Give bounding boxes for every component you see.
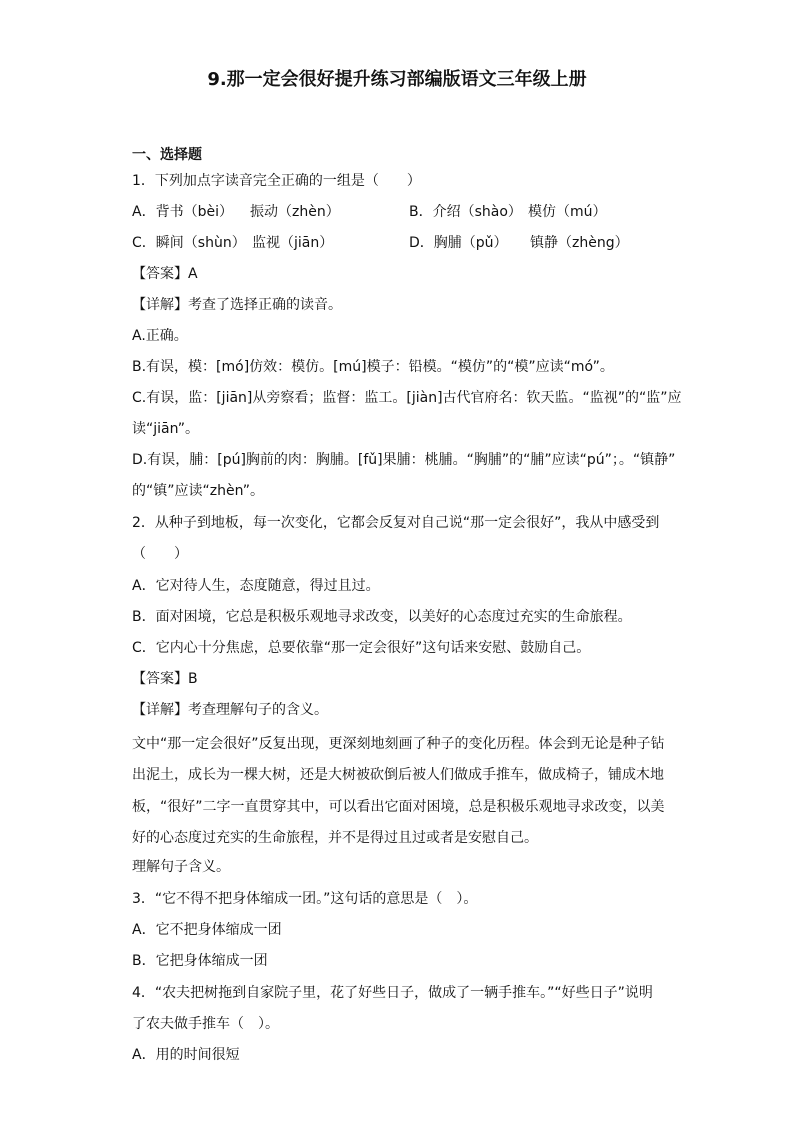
q1-explanation-b: B.有误，模：[mó]仿效：模仿。[mú]模子：铅模。“模仿”的“模”应读“mó”。 xyxy=(132,359,614,375)
q2-answer: 【答案】B xyxy=(132,671,198,687)
q3-option-a: A．它不把身体缩成一团 xyxy=(132,922,282,938)
q1-explanation-a: A.正确。 xyxy=(132,328,188,344)
q4-option-a: A．用的时间很短 xyxy=(132,1047,240,1063)
q2-summary: 理解句子含义。 xyxy=(132,859,230,875)
q1-answer: 【答案】A xyxy=(132,266,198,282)
section-heading: 一、选择题 xyxy=(132,147,202,163)
q1-option-b: B．介绍（shào） xyxy=(409,204,522,220)
q3-stem: 3．“它不得不把身体缩成一团。”这句话的意思是（ ）。 xyxy=(132,891,478,907)
q1-option-c: C．瞬间（shùn） xyxy=(132,235,246,251)
q2-option-c: C．它内心十分焦虑，总要依靠“那一定会很好”这句话来安慰、鼓励自己。 xyxy=(132,640,591,656)
q1-option-a-word2: 振动（zhèn） xyxy=(250,204,340,220)
q1-explanation-d-cont: 的“镇”应读“zhèn”。 xyxy=(132,483,264,499)
q1-stem: 1．下列加点字读音完全正确的一组是（ ） xyxy=(132,173,421,189)
q4-stem: 4．“农夫把树拖到自家院子里，花了好些日子，做成了一辆手推车。”“好些日子”说明 xyxy=(132,985,653,1001)
q1-option-d: D．胸脯（pǔ） xyxy=(409,235,508,251)
q2-paragraph-4: 好的心态度过充实的生命旅程，并不是得过且过或者是安慰自己。 xyxy=(132,830,538,846)
q1-option-c-word2: 监视（jiān） xyxy=(252,235,334,251)
q1-option-a: A．背书（bèi） xyxy=(132,204,233,220)
q2-paragraph-2: 出泥土，成长为一棵大树，还是大树被砍倒后被人们做成手推车，做成椅子，铺成木地 xyxy=(132,767,664,783)
q1-explanation-c: C.有误，监：[jiān]从旁察看；监督：监工。[jiàn]古代官府名：钦天监。“监视”的“监”应 xyxy=(132,390,682,406)
q1-option-d-word2: 镇静（zhèng） xyxy=(530,235,629,251)
q2-paragraph-1: 文中“那一定会很好”反复出现，更深刻地刻画了种子的变化历程。体会到无论是种子钻 xyxy=(132,736,665,752)
q2-stem-cont: （ ） xyxy=(132,546,188,562)
q1-explanation-d: D.有误，脯：[pú]胸前的肉：胸脯。[fǔ]果脯：桃脯。“胸脯”的“脯”应读“pú”；。“镇静” xyxy=(132,452,676,468)
q1-option-b-word2: 模仿（mú） xyxy=(528,204,607,220)
q2-paragraph-3: 板，“很好”二字一直贯穿其中，可以看出它面对困境，总是积极乐观地寻求改变，以美 xyxy=(132,799,665,815)
q1-explanation-c-cont: 读“jiān”。 xyxy=(132,421,199,437)
q2-option-a: A．它对待人生，态度随意，得过且过。 xyxy=(132,578,380,594)
q2-stem: 2．从种子到地板，每一次变化，它都会反复对自己说“那一定会很好”，我从中感受到 xyxy=(132,515,660,531)
q1-detail: 【详解】考查了选择正确的读音。 xyxy=(132,297,342,313)
q4-stem-cont: 了农夫做手推车（ ）。 xyxy=(132,1016,279,1032)
q3-option-b: B．它把身体缩成一团 xyxy=(132,953,268,969)
q2-option-b: B．面对困境，它总是积极乐观地寻求改变，以美好的心态度过充实的生命旅程。 xyxy=(132,609,632,625)
page-title: 9.那一定会很好提升练习部编版语文三年级上册 xyxy=(207,69,587,90)
q2-detail: 【详解】考查理解句子的含义。 xyxy=(132,702,328,718)
